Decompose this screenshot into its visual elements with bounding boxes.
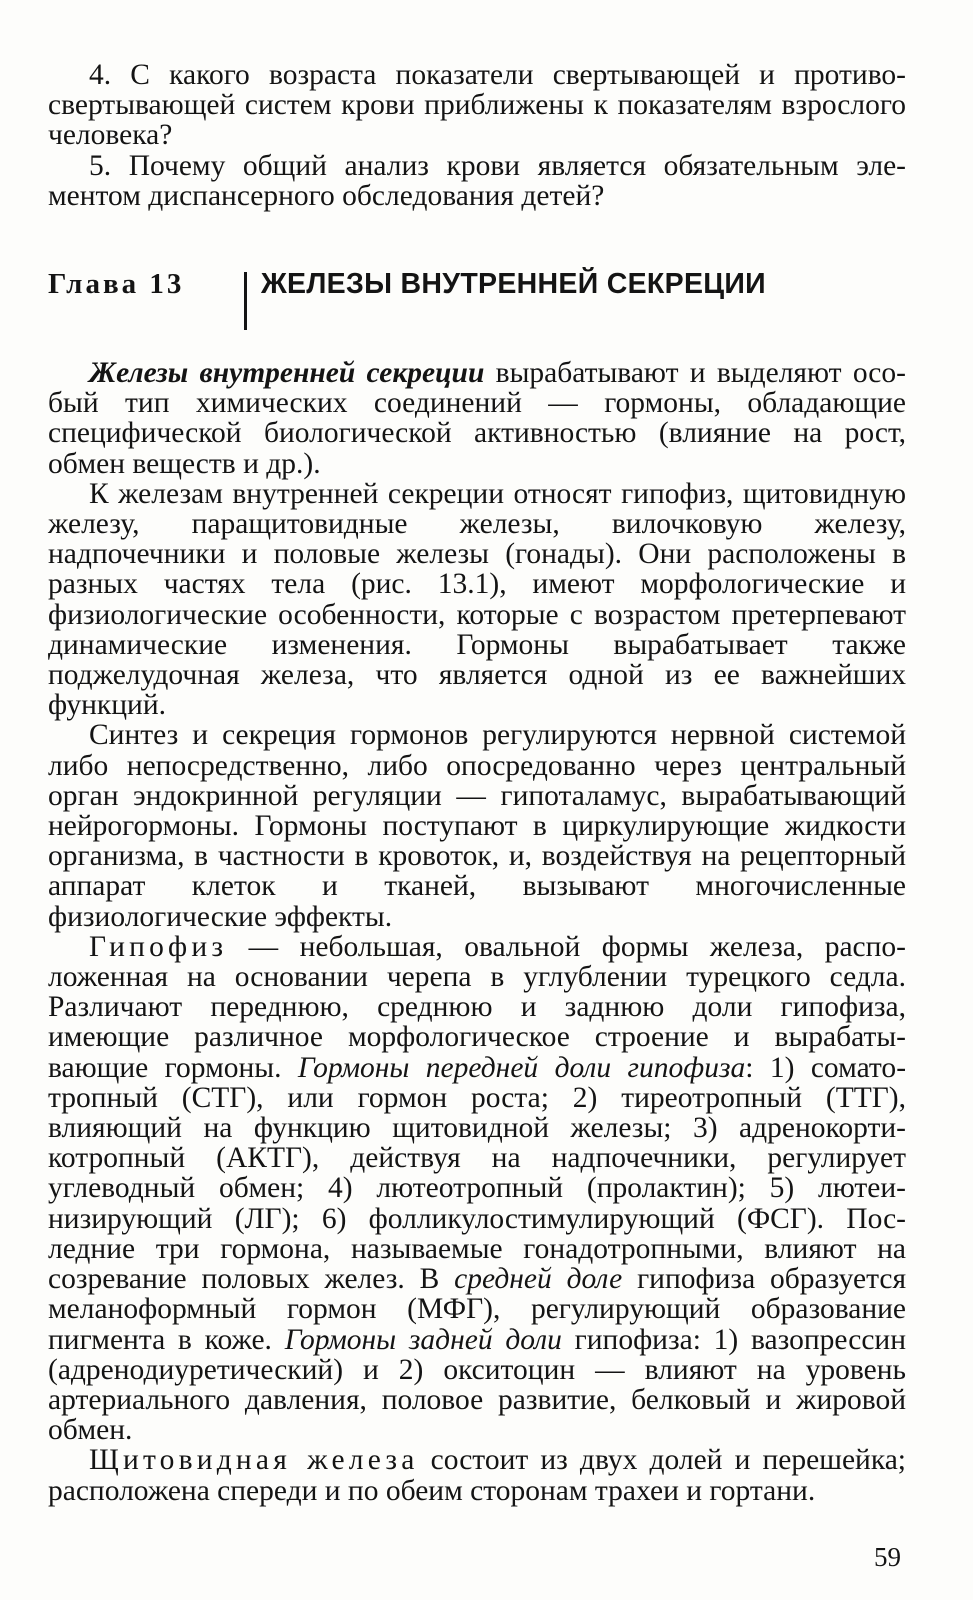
pituitary-text-2: : 1) соматотропный (СТГ), или гормон роста; 2) тиреотропный (ТТГ), влияющий на функцию щитовидной железы; 3) адренокортикотропный (АКТГ), действуя на надпочечники, регулирует углеводный обмен; 4) лютеотропный (пролактин); 5) лютеинизирующий (ЛГ); 6) фолликулостимулирующий (ФСГ). Последние три гормона, называемые гонадотропными, влияют на созревание половых желез. В [48,1051,907,1296]
thyroid-text: состоит из двух долей и перешейка; расположена спереди и по обеим сторонам трахеи и гортани. [48,1444,906,1507]
chapter-divider [244,272,247,330]
pituitary-text-1: — небольшая, овальной формы железа, расположенная на основании черепа в углублении турецкого седла. Различают переднюю, среднюю и заднюю доли гипофиза, имеющие различное морфологическое строение и вырабатывающие гормоны. [48,930,906,1084]
paragraph-intro-text: вырабатывают и выделяют особый тип химических соединений — гормоны, обладающие специфической биологической активностью (влияние на рост, обмен веществ и др.). [48,357,906,480]
pituitary-posterior-lobe: Гормоны задней доли [284,1323,562,1356]
question-4: 4. С какого возраста показатели свертывающей и противосвертывающей систем крови приближены к показателям взрослого человека? [48,59,906,152]
paragraph-gland-list: К железам внутренней секреции относят гипофиз, щитовидную железу, паращитовидные железы, вилочковую железу, надпочечники и половые железы (гонады). Они расположены в разных частях тела (рис. 13.1), имеют морфологические и физиологические особенности, которые с возрастом претерпевают динамические изменения. Гормоны вырабатывает также поджелудочная железа, что является одной из ее важнейших функций. [48,477,906,722]
review-questions [48,60,906,211]
term-pituitary: Гипофиз [89,930,228,963]
term-thyroid: Щитовидная железа [89,1444,419,1477]
page-number: 59 [874,1542,901,1572]
pituitary-anterior-lobe: Гормоны передней доли гипофиза [297,1051,746,1084]
pituitary-text-3: гипофиза образуется меланоформный гормон (МФГ), регулирующий образование пигмента в коже. [48,1263,907,1356]
paragraph-pituitary [48,932,906,1445]
chapter-label: Глава 13 [48,268,185,300]
chapter-title: ЖЕЛЕЗЫ ВНУТРЕННЕЙ СЕКРЕЦИИ [261,268,766,300]
question-5: 5. Почему общий анализ крови является обязательным элементом диспансерного обследования детей? [48,149,906,212]
pituitary-text-4: гипофиза: 1) вазопрессин (адренодиуретический) и 2) окситоцин — влияют на уровень артериального давления, половое развитие, белковый и жировой обмен. [48,1323,906,1447]
chapter-heading [48,268,906,330]
paragraph-thyroid [48,1445,906,1505]
paragraph-intro [48,358,906,479]
paragraph-regulation: Синтез и секреция гормонов регулируются нервной системой либо непосредственно, либо опосредованно через центральный орган эндокринной регуляции — гипоталамус, вырабатывающий нейрогормоны. Гормоны поступают в циркулирующие жидкости организма, в частности в кровоток, и, воздействуя на рецепторный аппарат клеток и тканей, вызывают многочисленные физиологические эффекты. [48,719,906,933]
chapter-body [48,358,906,1506]
term-endocrine-glands: Железы внутренней секреции [89,357,485,389]
pituitary-middle-lobe: средней доле [454,1263,623,1296]
